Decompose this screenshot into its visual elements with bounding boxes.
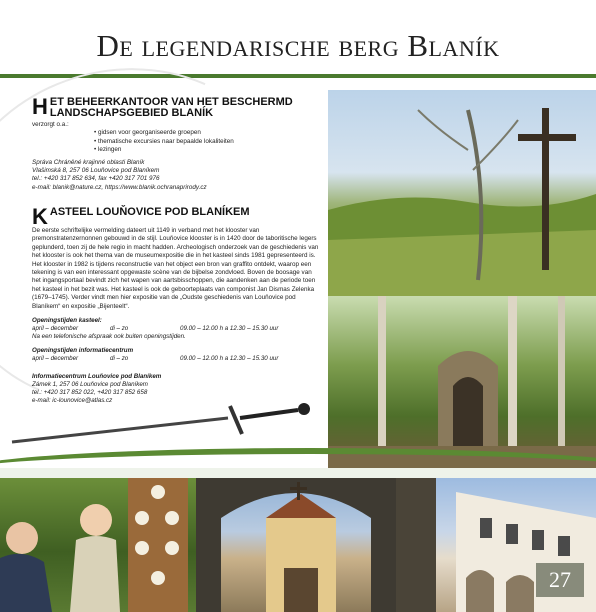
info-months: april – december bbox=[32, 355, 79, 363]
section1-heading-line2: LANDSCHAPSGEBIED BLANÍK bbox=[49, 107, 214, 119]
section1-heading bbox=[32, 94, 322, 119]
hours-note: Na een telefonische afspraak ook buiten openingstijden. bbox=[32, 333, 186, 341]
hours-days: di – zo bbox=[110, 325, 129, 333]
section2-heading-cap: K bbox=[32, 204, 48, 229]
info-days: di – zo bbox=[110, 355, 129, 363]
hours-times: 09.00 – 12.00 h a 12.30 – 15.30 uur bbox=[180, 325, 279, 333]
service-item: • lezingen bbox=[94, 146, 322, 154]
page-title: De legendarische berg Blaník bbox=[96, 28, 500, 63]
section2-heading-text: ASTEEL LOUŇOVICE POD BLANÍKEM bbox=[49, 206, 250, 218]
section1-contact bbox=[32, 159, 322, 193]
castle-gate-graphic bbox=[196, 478, 396, 612]
section-kasteel bbox=[32, 204, 322, 405]
section2-body: De eerste schriftelijke vermelding dateert uit 1149 in verband met het klooster van premonstratenzernonnen gebouwd in de stijl. Louňovice klooster is in 1420 door de taboritische legers geplunderd, toen zij de hele regio in macht hadden. Archeologisch onderzoek van de geschiedenis van het klooster is ook het thema van de museumexpositie die in het kasteel sinds 1981 gepresenteerd is. Het klooster in 1982 is tijdens reconstructie van het object een bron van graffito ontdekt, waarop een tekening is van een interessant opgewaste scène van de bijbelse zondvloed. Boven de boosage van het ingangsportaal bevindt zich het wapen van aartsbisschoppen, die aandenken aan de periode toen het kasteel in het bezit was. Het kasteel is ook de geboorteplaats van componist Jan Dismas Zelenka (1679–1745). Verder vindt men hier expositie van de „Oudste geschiedenis van Louňovice pod Blaníkem“ en expositie „Bijenteelt“. bbox=[32, 227, 319, 310]
section-beheerkantoor bbox=[32, 94, 322, 192]
forest-ruin-graphic bbox=[328, 296, 596, 468]
contact-line: Zámek 1, 257 06 Louňovice pod Blaníkem bbox=[32, 381, 148, 389]
services-list bbox=[32, 129, 322, 154]
section2-heading bbox=[32, 204, 322, 229]
sword-illustration bbox=[8, 396, 318, 450]
section1-heading-cap: H bbox=[32, 94, 48, 119]
contact-line: Vlašimská 8, 257 06 Louňovice pod Blaníkem bbox=[32, 167, 160, 175]
contact-line: tel.: +420 317 852 634, fax +420 317 701 976 bbox=[32, 175, 160, 183]
photo-forest-ruin bbox=[328, 296, 596, 468]
photo-children-trail bbox=[0, 478, 196, 612]
info-hours-title: Openingstijden informatiecentrum bbox=[32, 347, 134, 355]
contact-line: e-mail: blanik@nature.cz, https://www.blanik.ochranaprirody.cz bbox=[32, 183, 207, 191]
contact-line: tel.: +420 317 852 022, +420 317 852 658 bbox=[32, 389, 148, 397]
section1-intro: verzorgt o.a.: bbox=[32, 121, 69, 128]
hours-months: april – december bbox=[32, 325, 79, 333]
section1-heading-line1: ET BEHEERKANTOOR VAN HET BESCHERMD bbox=[49, 96, 293, 108]
info-hours-row bbox=[32, 355, 322, 363]
contact-line: Informatiecentrum Louňovice pod Blaníkem bbox=[32, 373, 162, 381]
cross-scene-graphic bbox=[328, 90, 596, 296]
photo-castle-gate bbox=[196, 478, 396, 612]
hours-row bbox=[32, 325, 322, 333]
service-item: • thematische excursies naar bepaalde lokaliteiten bbox=[94, 138, 322, 146]
info-times: 09.00 – 12.00 h a 12.30 – 15.30 uur bbox=[180, 355, 279, 363]
service-item: • gidsen voor georganiseerde groepen bbox=[94, 129, 322, 137]
children-scene-graphic bbox=[0, 478, 196, 612]
photo-blanik-cross bbox=[328, 90, 596, 296]
contact-line: Správa Chráněné krajinné oblasti Blaník bbox=[32, 158, 145, 166]
contact-line: e-mail: ic-lounovice@atlas.cz bbox=[32, 397, 113, 405]
hours-title: Openingstijden kasteel: bbox=[32, 317, 102, 325]
page-number: 27 bbox=[536, 563, 584, 597]
